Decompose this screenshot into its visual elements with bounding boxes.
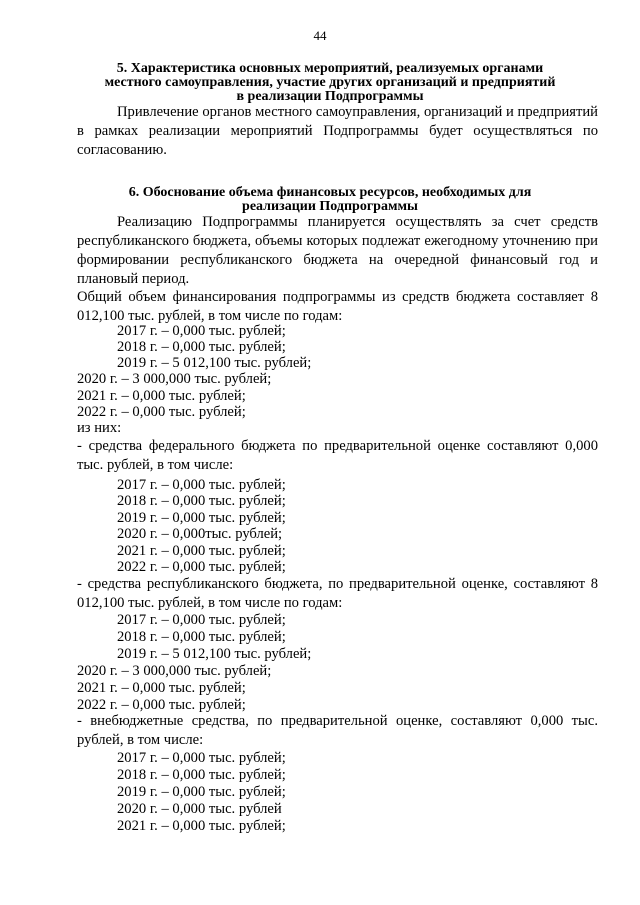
total-financing: Общий объем финансирования подпрограммы из средств бюджета составляет 8 012,100 тыс. рублей, в том числе по годам: [77, 289, 598, 324]
total-year-2018: 2018 г. – 0,000 тыс. рублей; [117, 339, 286, 355]
federal-year-2021: 2021 г. – 0,000 тыс. рублей; [117, 543, 286, 559]
federal-year-2022: 2022 г. – 0,000 тыс. рублей; [117, 559, 286, 575]
republic-year-2021: 2021 г. – 0,000 тыс. рублей; [77, 680, 246, 696]
extrabudget-year-2021: 2021 г. – 0,000 тыс. рублей; [117, 818, 286, 834]
republic-year-2022: 2022 г. – 0,000 тыс. рублей; [77, 697, 246, 713]
section6-heading-line-1: 6. Обоснование объема финансовых ресурсов, необходимых для [128, 185, 532, 200]
republic-year-2017: 2017 г. – 0,000 тыс. рублей; [117, 612, 286, 628]
of-them-label: из них: [77, 420, 122, 436]
extrabudget-funds: - внебюджетные средства, по предварительной оценке, составляют 0,000 тыс. рублей, в том числе: [77, 713, 598, 748]
federal-budget: - средства федерального бюджета по предварительной оценке составляют 0,000 тыс. рублей, в том числе: [77, 438, 598, 473]
republic-year-2019: 2019 г. – 5 012,100 тыс. рублей; [117, 646, 312, 662]
section6-heading-line-2: реализации Подпрограммы [242, 199, 418, 214]
federal-year-2020: 2020 г. – 0,000тыс. рублей; [117, 526, 283, 542]
federal-year-2018: 2018 г. – 0,000 тыс. рублей; [117, 493, 286, 509]
federal-year-2019: 2019 г. – 0,000 тыс. рублей; [117, 510, 286, 526]
extrabudget-year-2017: 2017 г. – 0,000 тыс. рублей; [117, 750, 286, 766]
section5-heading-line-2: местного самоуправления, участие других организаций и предприятий [104, 75, 556, 90]
section5-paragraph: Привлечение органов местного самоуправления, организаций и предприятий в рамках реализации мероприятий Подпрограммы будет осуществляться по согласованию. [77, 104, 598, 158]
page-number: 44 [313, 28, 327, 43]
total-year-2019: 2019 г. – 5 012,100 тыс. рублей; [117, 355, 312, 371]
extrabudget-year-2020: 2020 г. – 0,000 тыс. рублей [117, 801, 282, 817]
republic-budget: - средства республиканского бюджета, по предварительной оценке, составляют 8 012,100 тыс. рублей, в том числе по годам: [77, 576, 598, 611]
extrabudget-year-2018: 2018 г. – 0,000 тыс. рублей; [117, 767, 286, 783]
republic-year-2020: 2020 г. – 3 000,000 тыс. рублей; [77, 663, 272, 679]
section5-heading-line-3: в реализации Подпрограммы [236, 89, 424, 104]
section6-intro: Реализацию Подпрограммы планируется осуществлять за счет средств республиканского бюджета, объемы которых подлежат ежегодному уточнению при формировании республиканского бюджета на очередной финансовый год и плановый период. [77, 214, 598, 287]
total-year-2021: 2021 г. – 0,000 тыс. рублей; [77, 388, 246, 404]
federal-year-2017: 2017 г. – 0,000 тыс. рублей; [117, 477, 286, 493]
total-year-2020: 2020 г. – 3 000,000 тыс. рублей; [77, 371, 272, 387]
section5-heading-line-1: 5. Характеристика основных мероприятий, реализуемых органами [116, 61, 544, 76]
extrabudget-year-2019: 2019 г. – 0,000 тыс. рублей; [117, 784, 286, 800]
total-year-2022: 2022 г. – 0,000 тыс. рублей; [77, 404, 246, 420]
total-year-2017: 2017 г. – 0,000 тыс. рублей; [117, 323, 286, 339]
republic-year-2018: 2018 г. – 0,000 тыс. рублей; [117, 629, 286, 645]
